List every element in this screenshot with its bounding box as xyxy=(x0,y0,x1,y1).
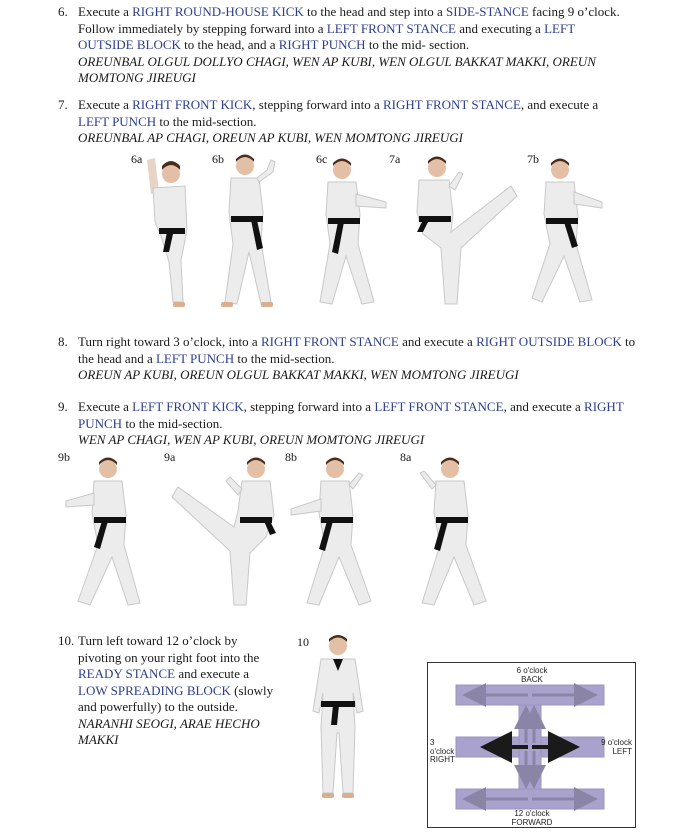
highlight-term: LEFT FRONT STANCE xyxy=(374,399,504,414)
step-text xyxy=(78,633,278,749)
instruction-text: Turn left toward 12 o’clock by pivoting on your right foot into the xyxy=(78,633,260,665)
highlight-term: LEFT OUTSIDE BLOCK xyxy=(78,20,575,52)
instruction-text: , stepping forward into a xyxy=(243,399,375,414)
highlight-term: LEFT PUNCH xyxy=(155,350,235,366)
photo-label-6b: 6b xyxy=(212,152,224,166)
instruction-text: , stepping forward into a xyxy=(252,97,383,112)
photo-label-9a: 9a xyxy=(164,450,176,464)
step-text xyxy=(78,399,638,449)
photo-6b xyxy=(205,152,280,314)
instruction-text: and execute a xyxy=(398,334,477,349)
step-text xyxy=(78,334,638,384)
highlight-term: RIGHT FRONT STANCE xyxy=(260,334,399,349)
photo-6a xyxy=(125,152,195,314)
photo-label-7b: 7b xyxy=(527,152,539,166)
instruction-text: Execute a xyxy=(78,399,133,414)
photo-label-6c: 6c xyxy=(316,152,328,166)
direction-diagram xyxy=(427,662,636,828)
photo-label-8b: 8b xyxy=(285,450,297,464)
instruction-text: to the head and a xyxy=(78,334,636,366)
diagram-left-label: 3 o'clock RIGHT xyxy=(430,738,455,764)
korean-romanization: OREUN AP KUBI, OREUN OLGUL BAKKAT MAKKI, WEN MOMTONG JIREUGI xyxy=(78,367,519,382)
instruction-text: facing 9 o’clock. Follow immediately by stepping forward into a xyxy=(78,4,620,36)
diagram-top-label: 6 o'clock BACK xyxy=(516,666,548,684)
step-number: 10. xyxy=(58,633,75,648)
photo-label-9b: 9b xyxy=(58,450,70,464)
highlight-term: RIGHT FRONT KICK xyxy=(132,97,253,112)
instruction-text: , and execute a xyxy=(503,399,585,414)
photo-7b xyxy=(520,152,610,314)
instruction-text: to the mid-section. xyxy=(156,113,257,129)
instruction-text: to the mid-section. xyxy=(234,350,335,366)
highlight-term: LEFT FRONT KICK xyxy=(132,399,244,414)
instruction-text: to the head, and a xyxy=(180,37,279,52)
instruction-text: Turn right toward 3 o’clock, into a xyxy=(78,334,261,349)
diagram-right-label: 9 o'clock LEFT xyxy=(601,738,632,756)
highlight-term: RIGHT PUNCH xyxy=(78,399,624,431)
photo-9a xyxy=(168,455,283,615)
photo-8b xyxy=(287,455,377,615)
photo-10 xyxy=(303,633,373,803)
instruction-text: to the mid-section. xyxy=(122,415,223,431)
korean-romanization: WEN AP CHAGI, WEN AP KUBI, OREUN MOMTONG JIREUGI xyxy=(78,432,425,447)
photo-label-10: 10 xyxy=(297,635,309,649)
photo-8a xyxy=(400,455,492,615)
highlight-term: LEFT PUNCH xyxy=(78,113,157,129)
instruction-text: and execute a xyxy=(175,666,250,681)
photo-6c xyxy=(300,152,392,314)
step-number: 6. xyxy=(58,4,68,19)
step-number: 9. xyxy=(58,399,68,414)
instruction-text: , and execute a xyxy=(520,97,599,112)
highlight-term: RIGHT OUTSIDE BLOCK xyxy=(476,334,622,349)
highlight-term: LEFT FRONT STANCE xyxy=(326,20,456,36)
highlight-term: RIGHT FRONT STANCE xyxy=(383,97,521,112)
highlight-term: RIGHT PUNCH xyxy=(278,37,366,52)
instruction-text: Execute a xyxy=(78,97,133,112)
photo-label-7a: 7a xyxy=(389,152,401,166)
step-text xyxy=(78,4,633,87)
instruction-text: to the head and step into a xyxy=(303,4,447,19)
korean-romanization: OREUNBAL AP CHAGI, OREUN AP KUBI, WEN MOMTONG JIREUGI xyxy=(78,130,463,145)
highlight-term: READY STANCE xyxy=(78,666,176,681)
korean-romanization: OREUNBAL OLGUL DOLLYO CHAGI, WEN AP KUBI, WEN OLGUL BAKKAT MAKKI, OREUN MOMTONG JIREUGI xyxy=(78,53,596,85)
photo-label-8a: 8a xyxy=(400,450,412,464)
instruction-text: Execute a xyxy=(78,4,133,19)
step-text xyxy=(78,97,623,147)
diagram-bottom-label: 12 o'clock FORWARD xyxy=(511,809,553,827)
photo-7a xyxy=(405,152,520,314)
step-number: 7. xyxy=(58,97,68,112)
photo-9b xyxy=(60,455,150,615)
korean-romanization: NARANHI SEOGI, ARAE HECHO MAKKI xyxy=(78,715,260,747)
step-number: 8. xyxy=(58,334,68,349)
highlight-term: SIDE-STANCE xyxy=(446,4,529,19)
instruction-text: (slowly and powerfully) to the outside. xyxy=(78,682,274,714)
highlight-term: LOW SPREADING BLOCK xyxy=(78,682,231,698)
instruction-text: and executing a xyxy=(456,20,545,36)
photo-label-6a: 6a xyxy=(131,152,143,166)
highlight-term: RIGHT ROUND-HOUSE KICK xyxy=(132,4,304,19)
instruction-text: to the mid- section. xyxy=(365,37,470,52)
